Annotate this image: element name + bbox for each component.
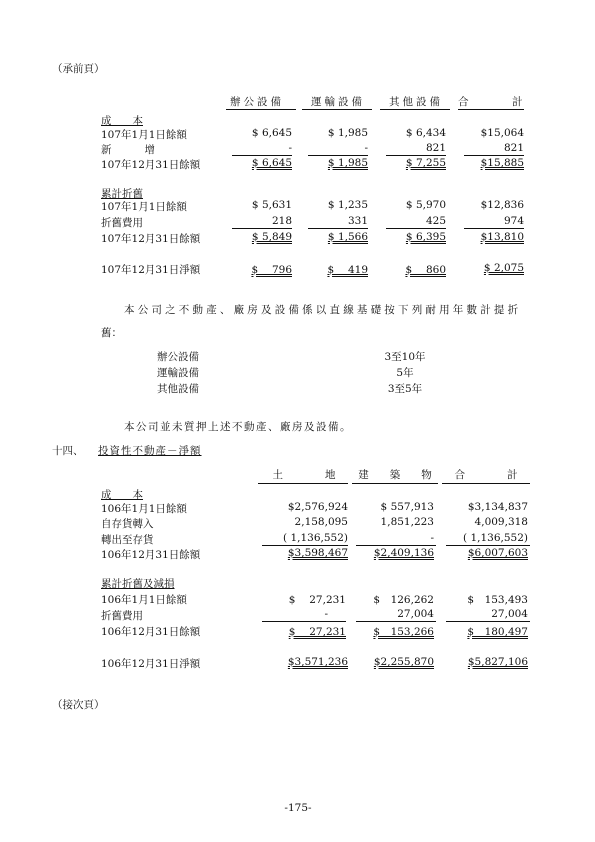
t2-cell: ( 1,136,552)	[463, 532, 528, 544]
section-title: 投資性不動產－淨額	[98, 445, 202, 457]
t1-cost-row-label: 新 增	[101, 144, 159, 156]
t2-cell: $ 27,231	[288, 594, 346, 606]
t1-subtotal-rule	[464, 228, 524, 229]
t1-cost-row-label: 107年12月31日餘額	[101, 159, 201, 171]
t1-cell: $ 7,255	[405, 157, 446, 169]
t1-subtotal-rule	[232, 155, 292, 156]
t1-subtotal-rule	[308, 155, 368, 156]
t1-dep-row-label: 107年12月31日餘額	[101, 233, 201, 245]
t2-cell: 2,158,095	[294, 516, 348, 528]
t1-cell: 974	[503, 215, 524, 227]
t2-cell: $2,576,924	[287, 501, 348, 513]
t2-subtotal-rule	[446, 545, 530, 546]
continued-from-label: （承前頁）	[52, 63, 105, 75]
t2-cost-label: 成 本	[101, 489, 143, 501]
t2-net-cell: $3,571,236	[287, 656, 348, 668]
t2-cell: $ 153,266	[373, 626, 434, 638]
t1-cell: 331	[347, 215, 368, 227]
t1-dep-row-label: 折舊費用	[101, 217, 143, 229]
t1-cell: $ 6,645	[251, 157, 292, 169]
t2-net-label: 106年12月31日淨額	[101, 658, 201, 670]
t1-cell: $ 1,235	[327, 199, 368, 211]
t2-header-rule	[442, 483, 530, 484]
t1-cell: $ 1,985	[327, 127, 368, 139]
t1-dep-label: 累計折舊	[101, 188, 143, 200]
paragraph-no-pledge: 本公司並未質押上述不動產、廠房及設備。	[124, 421, 352, 433]
t1-subtotal-rule	[308, 228, 368, 229]
section-number: 十四、	[52, 445, 84, 457]
t1-subtotal-rule	[232, 228, 292, 229]
page-number: -175-	[284, 802, 312, 814]
t1-header-rule	[458, 109, 524, 110]
t2-subtotal-rule	[446, 621, 530, 622]
t1-cell: $ 5,970	[405, 199, 446, 211]
t1-cell: $12,836	[480, 199, 524, 211]
t1-subtotal-rule	[464, 155, 524, 156]
paragraph-depreciation-policy-cont: 舊：	[101, 327, 122, 339]
t1-header-other: 其他設備	[389, 96, 443, 108]
t1-cell: $ 6,645	[251, 127, 292, 139]
t2-cell: $ 153,493	[467, 594, 528, 606]
t2-dep-row-label: 106年12月31日餘額	[101, 626, 201, 638]
t1-header-transport: 運輸設備	[311, 96, 365, 108]
t2-cell: 27,004	[491, 608, 528, 620]
t1-cell: $15,064	[480, 127, 524, 139]
t2-cost-row-label: 106年1月1日餘額	[101, 503, 187, 515]
t2-net-cell: $2,255,870	[373, 656, 434, 668]
t1-header-rule	[380, 109, 450, 110]
t1-cell: $ 1,566	[327, 231, 368, 243]
t2-cell: $3,134,837	[467, 501, 528, 513]
t2-cost-row-label: 自存貨轉入	[101, 518, 154, 530]
t2-cell: -	[430, 532, 434, 544]
paragraph-depreciation-policy: 本公司之不動產、廠房及設備係以直線基礎按下列耐用年數計提折	[124, 304, 522, 316]
t2-header-land: 土 地	[272, 469, 336, 481]
t2-cell: $2,409,136	[373, 547, 434, 559]
t2-subtotal-rule	[262, 621, 346, 622]
t1-net-cell: $ 2,075	[483, 262, 524, 274]
continued-next-label: （接次頁）	[52, 699, 105, 711]
t2-net-cell: $5,827,106	[467, 656, 528, 668]
useful-life-value: 5年	[396, 367, 414, 379]
useful-life-value: 3至10年	[384, 351, 426, 363]
t2-dep-row-label: 106年1月1日餘額	[101, 594, 187, 606]
t2-cell: 1,851,223	[380, 516, 434, 528]
t1-cell: 821	[503, 142, 524, 154]
t2-header-building: 建 築 物	[358, 469, 432, 481]
t1-header-total: 合 計	[458, 96, 526, 108]
t1-cell: 425	[425, 215, 446, 227]
t2-cell: $6,007,603	[467, 547, 528, 559]
t2-header-total: 合 計	[454, 469, 518, 481]
t1-cost-label: 成 本	[101, 115, 143, 127]
useful-life-label: 運輸設備	[157, 367, 199, 379]
t1-cell: $15,885	[480, 157, 524, 169]
useful-life-label: 其他設備	[157, 383, 199, 395]
useful-life-value: 3至5年	[387, 383, 423, 395]
t1-dep-row-label: 107年1月1日餘額	[101, 201, 187, 213]
t2-header-rule	[352, 483, 438, 484]
t1-cell: -	[288, 142, 292, 154]
t2-cell: ( 1,136,552)	[283, 532, 348, 544]
t1-cell: $13,810	[480, 231, 524, 243]
t2-cell: 27,004	[397, 608, 434, 620]
t1-cell: $ 5,631	[251, 199, 292, 211]
t1-cell: $ 6,434	[405, 127, 446, 139]
t1-cell: -	[364, 142, 368, 154]
t1-net-label: 107年12月31日淨額	[101, 264, 201, 276]
t2-cell: $ 27,231	[288, 626, 346, 638]
t1-cell: $ 1,985	[327, 157, 368, 169]
t1-cell: 821	[425, 142, 446, 154]
t1-subtotal-rule	[386, 228, 446, 229]
t2-cell: $ 126,262	[373, 594, 434, 606]
t2-subtotal-rule	[356, 621, 436, 622]
t1-net-cell: $ 419	[327, 264, 368, 276]
t1-cell: $ 6,395	[405, 231, 446, 243]
t2-subtotal-rule	[356, 545, 436, 546]
t2-cell: $ 180,497	[467, 626, 528, 638]
t2-header-rule	[258, 483, 348, 484]
t1-cell: $ 5,849	[251, 231, 292, 243]
t2-cell: -	[324, 608, 328, 620]
t2-cost-row-label: 轉出至存貨	[101, 534, 154, 546]
t1-net-cell: $ 796	[251, 264, 292, 276]
t1-subtotal-rule	[386, 155, 446, 156]
t2-dep-label: 累計折舊及減損	[101, 578, 175, 590]
t2-cost-row-label: 106年12月31日餘額	[101, 549, 201, 561]
t2-cell: $3,598,467	[287, 547, 348, 559]
t1-header-rule	[226, 109, 296, 110]
t1-header-office: 辦公設備	[230, 96, 284, 108]
t2-cell: 4,009,318	[474, 516, 528, 528]
t2-subtotal-rule	[262, 545, 348, 546]
t1-cost-row-label: 107年1月1日餘額	[101, 129, 187, 141]
t1-cell: 218	[271, 215, 292, 227]
t2-cell: $ 557,913	[380, 501, 434, 513]
t1-net-cell: $ 860	[405, 264, 446, 276]
t1-header-rule	[302, 109, 372, 110]
t2-dep-row-label: 折舊費用	[101, 610, 143, 622]
useful-life-label: 辦公設備	[157, 351, 199, 363]
